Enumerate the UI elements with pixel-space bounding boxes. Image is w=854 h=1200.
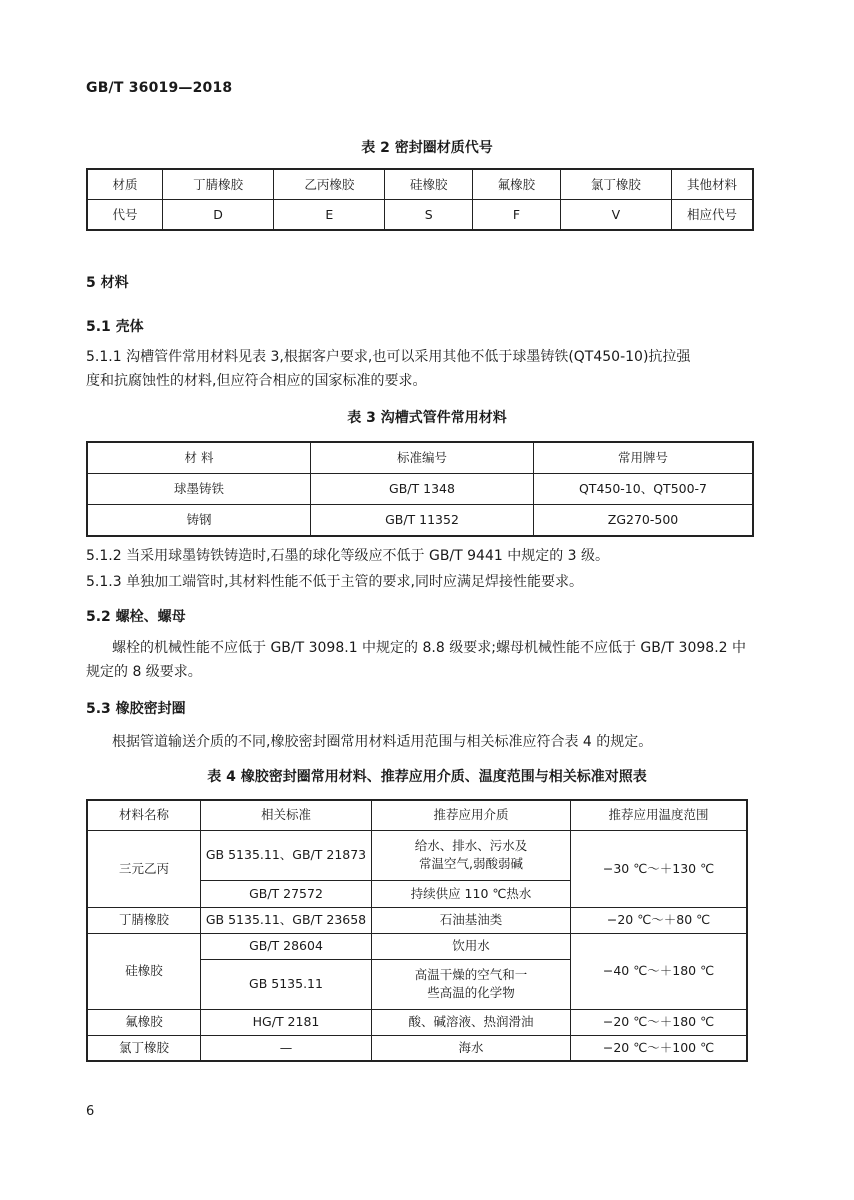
paragraph-5-1-3: 5.1.3 单独加工端管时,其材料性能不低于主管的要求,同时应满足焊接性能要求。 (86, 574, 583, 590)
table-cell: 氟橡胶 (87, 1009, 201, 1035)
cell-line: 给水、排水、污水及 (414, 838, 528, 853)
cell-line: 高温干燥的空气和一 (414, 967, 528, 982)
table-cell: V (560, 200, 671, 231)
table-cell: 代号 (87, 200, 163, 231)
paragraph-5-1-1 (86, 345, 766, 393)
table-cell: HG/T 2181 (201, 1009, 372, 1035)
cell-line: 常温空气,弱酸弱碱 (419, 856, 523, 871)
table-row (87, 474, 753, 505)
table-cell: 三元乙丙 (87, 830, 201, 907)
table-cell: — (201, 1035, 372, 1061)
section-5-2-heading: 5.2 螺栓、螺母 (86, 609, 186, 625)
table-cell: GB 5135.11 (201, 959, 372, 1009)
table-cell: GB/T 11352 (311, 505, 534, 537)
table2 (86, 168, 754, 231)
table-cell: −20 ℃～＋80 ℃ (571, 907, 748, 933)
table-cell: 硅橡胶 (385, 169, 473, 200)
table4-caption: 表 4 橡胶密封圈常用材料、推荐应用介质、温度范围与相关标准对照表 (207, 769, 647, 785)
table2-caption: 表 2 密封圈材质代号 (361, 140, 493, 156)
table-cell: 丁腈橡胶 (163, 169, 274, 200)
section-5-3-heading: 5.3 橡胶密封圈 (86, 701, 186, 717)
table-row (87, 169, 753, 200)
text-line: 5.1.1 沟槽管件常用材料见表 3,根据客户要求,也可以采用其他不低于球墨铸铁(QT450-10)抗拉强 (86, 349, 691, 365)
table-cell: 硅橡胶 (87, 933, 201, 1009)
table-row (87, 907, 747, 933)
cell-line: 些高温的化学物 (427, 985, 515, 1000)
table-cell: 推荐应用介质 (372, 800, 571, 830)
table-cell: D (163, 200, 274, 231)
paragraph-5-1-2: 5.1.2 当采用球墨铸铁铸造时,石墨的球化等级应不低于 GB/T 9441 中规定的 3 级。 (86, 548, 610, 564)
table-cell: −40 ℃～＋180 ℃ (571, 933, 748, 1009)
table-cell (372, 830, 571, 880)
table-cell: 材料名称 (87, 800, 201, 830)
section-5-heading: 5 材料 (86, 275, 129, 291)
table-cell: 石油基油类 (372, 907, 571, 933)
table-cell: 推荐应用温度范围 (571, 800, 748, 830)
table-cell: 材质 (87, 169, 163, 200)
document-code: GB/T 36019—2018 (86, 80, 233, 96)
text-line: 螺栓的机械性能不应低于 GB/T 3098.1 中规定的 8.8 级要求;螺母机械性能不应低于 GB/T 3098.2 中 (112, 640, 746, 656)
table-cell: GB 5135.11、GB/T 23658 (201, 907, 372, 933)
table-cell: 相关标准 (201, 800, 372, 830)
table-cell: E (274, 200, 385, 231)
page-number: 6 (86, 1104, 95, 1119)
table-row (87, 1035, 747, 1061)
table-cell: 乙丙橡胶 (274, 169, 385, 200)
table-row (87, 505, 753, 537)
table-cell: −20 ℃～＋180 ℃ (571, 1009, 748, 1035)
table-cell: S (385, 200, 473, 231)
table-row (87, 442, 753, 474)
table-cell: 氯丁橡胶 (87, 1035, 201, 1061)
section-5-1-heading: 5.1 壳体 (86, 319, 144, 335)
table3 (86, 441, 754, 537)
table-cell (372, 959, 571, 1009)
table-cell: 球墨铸铁 (87, 474, 311, 505)
table-cell: GB/T 27572 (201, 880, 372, 907)
table-cell: 氯丁橡胶 (560, 169, 671, 200)
table-cell: 标准编号 (311, 442, 534, 474)
table4 (86, 799, 748, 1062)
table-row (87, 830, 747, 880)
table-cell: ZG270-500 (534, 505, 754, 537)
table-row (87, 1009, 747, 1035)
table-row (87, 200, 753, 231)
table-cell: 铸钢 (87, 505, 311, 537)
table-row (87, 800, 747, 830)
paragraph-5-2 (86, 636, 766, 684)
table-cell: 丁腈橡胶 (87, 907, 201, 933)
table-cell: 其他材料 (672, 169, 754, 200)
table-cell: 持续供应 110 ℃热水 (372, 880, 571, 907)
table-cell: 常用牌号 (534, 442, 754, 474)
table-cell: GB 5135.11、GB/T 21873 (201, 830, 372, 880)
table-cell: 氟橡胶 (473, 169, 561, 200)
table-cell: GB/T 1348 (311, 474, 534, 505)
table-cell: −30 ℃～＋130 ℃ (571, 830, 748, 907)
table-cell: 材 料 (87, 442, 311, 474)
table-cell: −20 ℃～＋100 ℃ (571, 1035, 748, 1061)
table-cell: 酸、碱溶液、热润滑油 (372, 1009, 571, 1035)
table-row (87, 933, 747, 959)
table-cell: 海水 (372, 1035, 571, 1061)
table-cell: 饮用水 (372, 933, 571, 959)
text-line: 度和抗腐蚀性的材料,但应符合相应的国家标准的要求。 (86, 373, 427, 389)
table3-caption: 表 3 沟槽式管件常用材料 (347, 410, 507, 426)
text-line: 规定的 8 级要求。 (86, 664, 202, 680)
table-cell: QT450-10、QT500-7 (534, 474, 754, 505)
table-cell: GB/T 28604 (201, 933, 372, 959)
table-cell: 相应代号 (672, 200, 754, 231)
table-cell: F (473, 200, 561, 231)
paragraph-5-3: 根据管道输送介质的不同,橡胶密封圈常用材料适用范围与相关标准应符合表 4 的规定。 (112, 734, 653, 750)
